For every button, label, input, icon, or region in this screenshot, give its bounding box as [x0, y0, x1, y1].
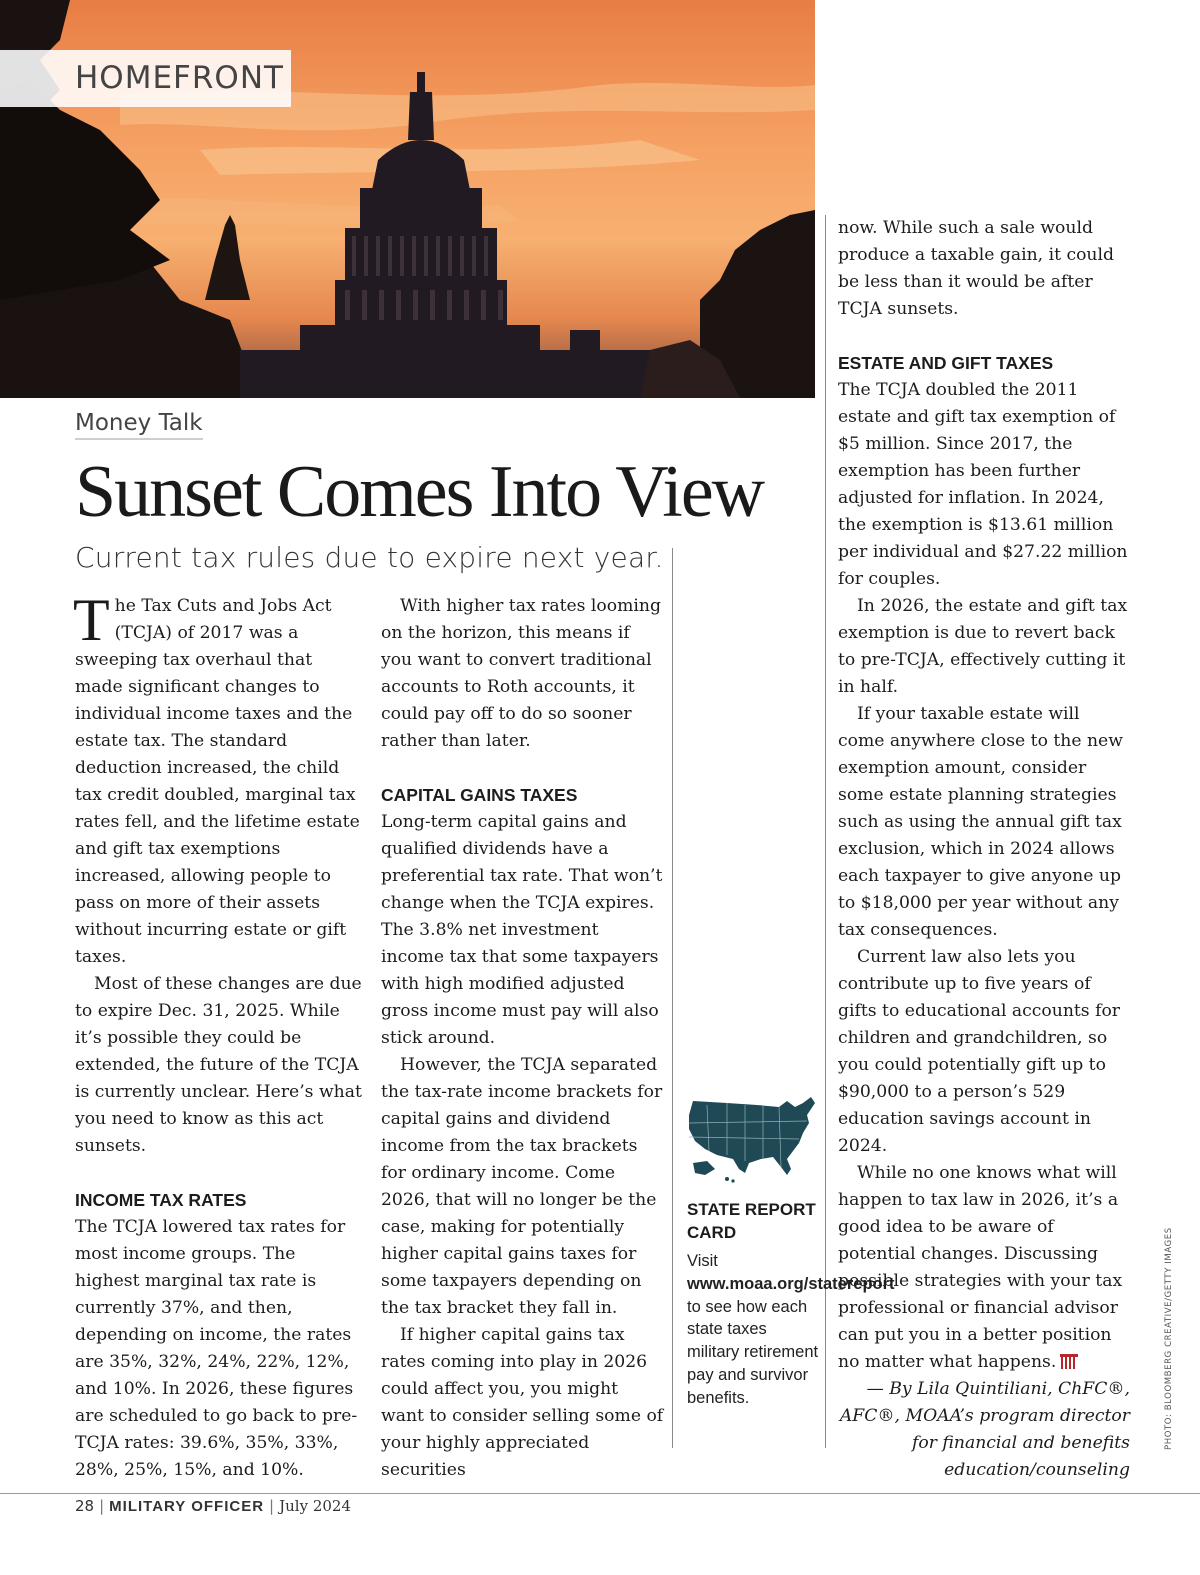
sidebar-map — [687, 1093, 819, 1189]
deck: Current tax rules due to expire next year. — [75, 541, 664, 574]
drop-cap: T — [73, 587, 110, 653]
footer: 28 | MILITARY OFFICER | July 2024 — [75, 1497, 351, 1515]
sidebar-title: STATE REPORT CARD — [687, 1200, 816, 1242]
footer-rule — [0, 1493, 1200, 1494]
column-divider — [825, 215, 826, 1448]
paragraph: The TCJA lowered tax rates for most income groups. The highest marginal tax rate is currently 37%, and then, depending on income, the rates are 35%, 32%, 24%, 22%, 12%, and 10%. In 2026, these figures are scheduled to go back to pre-TCJA rates: 39.6%, 35%, 33%, 28%, 25%, 15%, and 10%. — [75, 1217, 358, 1480]
us-map-icon — [687, 1093, 817, 1185]
state-report-link[interactable]: www.moaa.org/statereport — [687, 1274, 895, 1293]
byline: — By Lila Quintiliani, ChFC®, AFC®, MOAA’s program director for financial and benefits education/counseling — [839, 1379, 1130, 1480]
issue-date: July 2024 — [279, 1497, 351, 1515]
kicker: Money Talk — [75, 410, 203, 440]
publication-name: MILITARY OFFICER — [109, 1498, 265, 1515]
paragraph: Long-term capital gains and qualified dividends have a preferential tax rate. That won’t change when the TCJA expires. The 3.8% net investment income tax that some taxpayers with high modified adjusted gross income must pay will also stick around. — [381, 812, 663, 1048]
sidebar-body: Visit www.moaa.org/statereport to see how each state taxes military retirement pay and survivor benefits. — [687, 1252, 895, 1407]
paragraph: If higher capital gains tax rates coming into play in 2026 could affect you, you might want to consider selling some of your highly appreciated securities — [381, 1325, 664, 1480]
paragraph: Current law also lets you contribute up to five years of gifts to educational accounts for children and grandchildren, so you could potentially gift up to $90,000 to a person’s 529 education savings account in 2024. — [838, 947, 1121, 1156]
intro-paragraph: The Tax Cuts and Jobs Act (TCJA) of 2017 was a sweeping tax overhaul that made significant changes to individual income taxes and the estate tax. The standard deduction increased, the child tax credit doubled, marginal tax rates fell, and the lifetime estate and gift tax exemptions increased, allowing people to pass on more of their assets without incurring estate or gift taxes. — [73, 587, 360, 967]
subhead-capital-gains-taxes: CAPITAL GAINS TAXES — [381, 785, 578, 805]
subhead-estate-and-gift-taxes: ESTATE AND GIFT TAXES — [838, 353, 1054, 373]
paragraph: With higher tax rates looming on the horizon, this means if you want to convert traditional accounts to Roth accounts, it could pay off to do so sooner rather than later. — [381, 596, 661, 751]
end-mark-icon — [1060, 1354, 1078, 1369]
closing-paragraph: While no one knows what will happen to tax law in 2026, it’s a good idea to be aware of potential changes. Discussing possible strategies with your tax professional or financial advisor can put you in a better position no matter what happens. — [838, 1163, 1123, 1372]
paragraph: Most of these changes are due to expire Dec. 31, 2025. While it’s possible they could be extended, the future of the TCJA is currently unclear. Here’s what you need to know as this act sunsets. — [75, 974, 362, 1156]
headline: Sunset Comes Into View — [75, 451, 764, 533]
section-tag: HOMEFRONT — [0, 50, 291, 107]
paragraph: If your taxable estate will come anywhere close to the new exemption amount, consider some estate planning strategies such as using the annual gift tax exclusion, which in 2024 allows each taxpayer to give anyone up to $18,000 per year without any tax consequences. — [838, 704, 1123, 940]
column-1 — [73, 587, 365, 1484]
column-divider — [672, 548, 673, 1448]
hero-photo — [0, 0, 815, 398]
paragraph: now. While such a sale would produce a taxable gain, it could be less than it would be after TCJA sunsets. — [838, 218, 1114, 319]
page-number: 28 — [75, 1497, 95, 1515]
column-2 — [381, 593, 666, 1484]
paragraph: However, the TCJA separated the tax-rate income brackets for capital gains and dividend income from the tax brackets for ordinary income. Come 2026, that will no longer be the case, making for potentially higher capital gains taxes for some taxpayers depending on the tax bracket they fall in. — [381, 1055, 663, 1318]
paragraph: The TCJA doubled the 2011 estate and gift tax exemption of $5 million. Since 2017, the exemption has been further adjusted for inflation. In 2024, the exemption is $13.61 million per individual and $27.22 million for couples. — [838, 380, 1128, 589]
subhead-income-tax-rates: INCOME TAX RATES — [75, 1190, 247, 1210]
paragraph: In 2026, the estate and gift tax exemption is due to revert back to pre-TCJA, effectively cutting it in half. — [838, 596, 1128, 697]
photo-credit: PHOTO: BLOOMBERG CREATIVE/GETTY IMAGES — [1164, 1227, 1174, 1450]
column-3 — [838, 215, 1130, 1484]
